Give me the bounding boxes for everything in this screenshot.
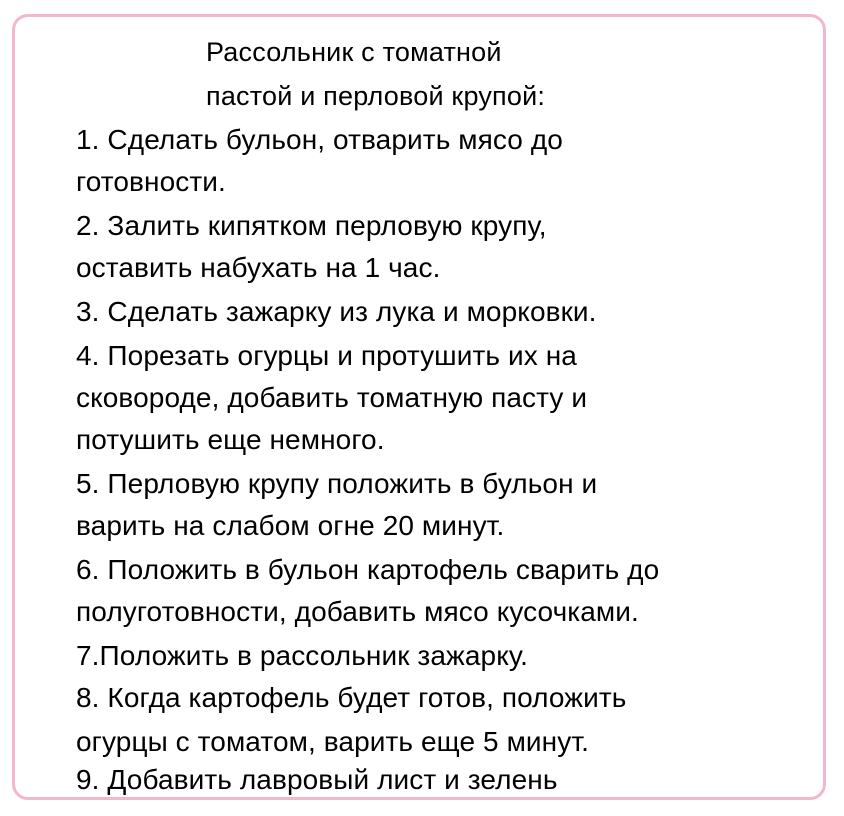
step-2-line-1: 2. Залить кипятком перловую крупу, [76, 210, 547, 241]
step-7-line-1: 7.Положить в рассольник зажарку. [76, 640, 529, 671]
step-8-line-2: огурцы с томатом, варить еще 5 минут. [76, 726, 590, 757]
step-4-line-1: 4. Порезать огурцы и протушить их на [76, 340, 577, 371]
step-2-line-2: оставить набухать на 1 час. [76, 252, 441, 283]
step-5-line-2: варить на слабом огне 20 минут. [76, 510, 505, 541]
step-1-line-2: готовности. [76, 166, 226, 197]
step-9-line-1: 9. Добавить лавровый лист и зелень [76, 764, 558, 795]
step-5-line-1: 5. Перловую крупу положить в бульон и [76, 468, 598, 499]
step-4-line-3: потушить еще немного. [76, 424, 385, 455]
title-line-1: Рассольник с томатной [206, 37, 502, 67]
step-4-line-2: сковороде, добавить томатную пасту и [76, 382, 588, 413]
title-line-2: пастой и перловой крупой: [206, 81, 546, 111]
step-6-line-2: полуготовности, добавить мясо кусочками. [76, 596, 639, 627]
step-1-line-1: 1. Сделать бульон, отварить мясо до [76, 124, 563, 155]
step-6-line-1: 6. Положить в бульон картофель сварить до [76, 554, 660, 585]
step-3-line-1: 3. Сделать зажарку из лука и морковки. [76, 296, 597, 327]
recipe-title [206, 30, 766, 118]
step-8-line-1: 8. Когда картофель будет готов, положить [76, 682, 627, 713]
